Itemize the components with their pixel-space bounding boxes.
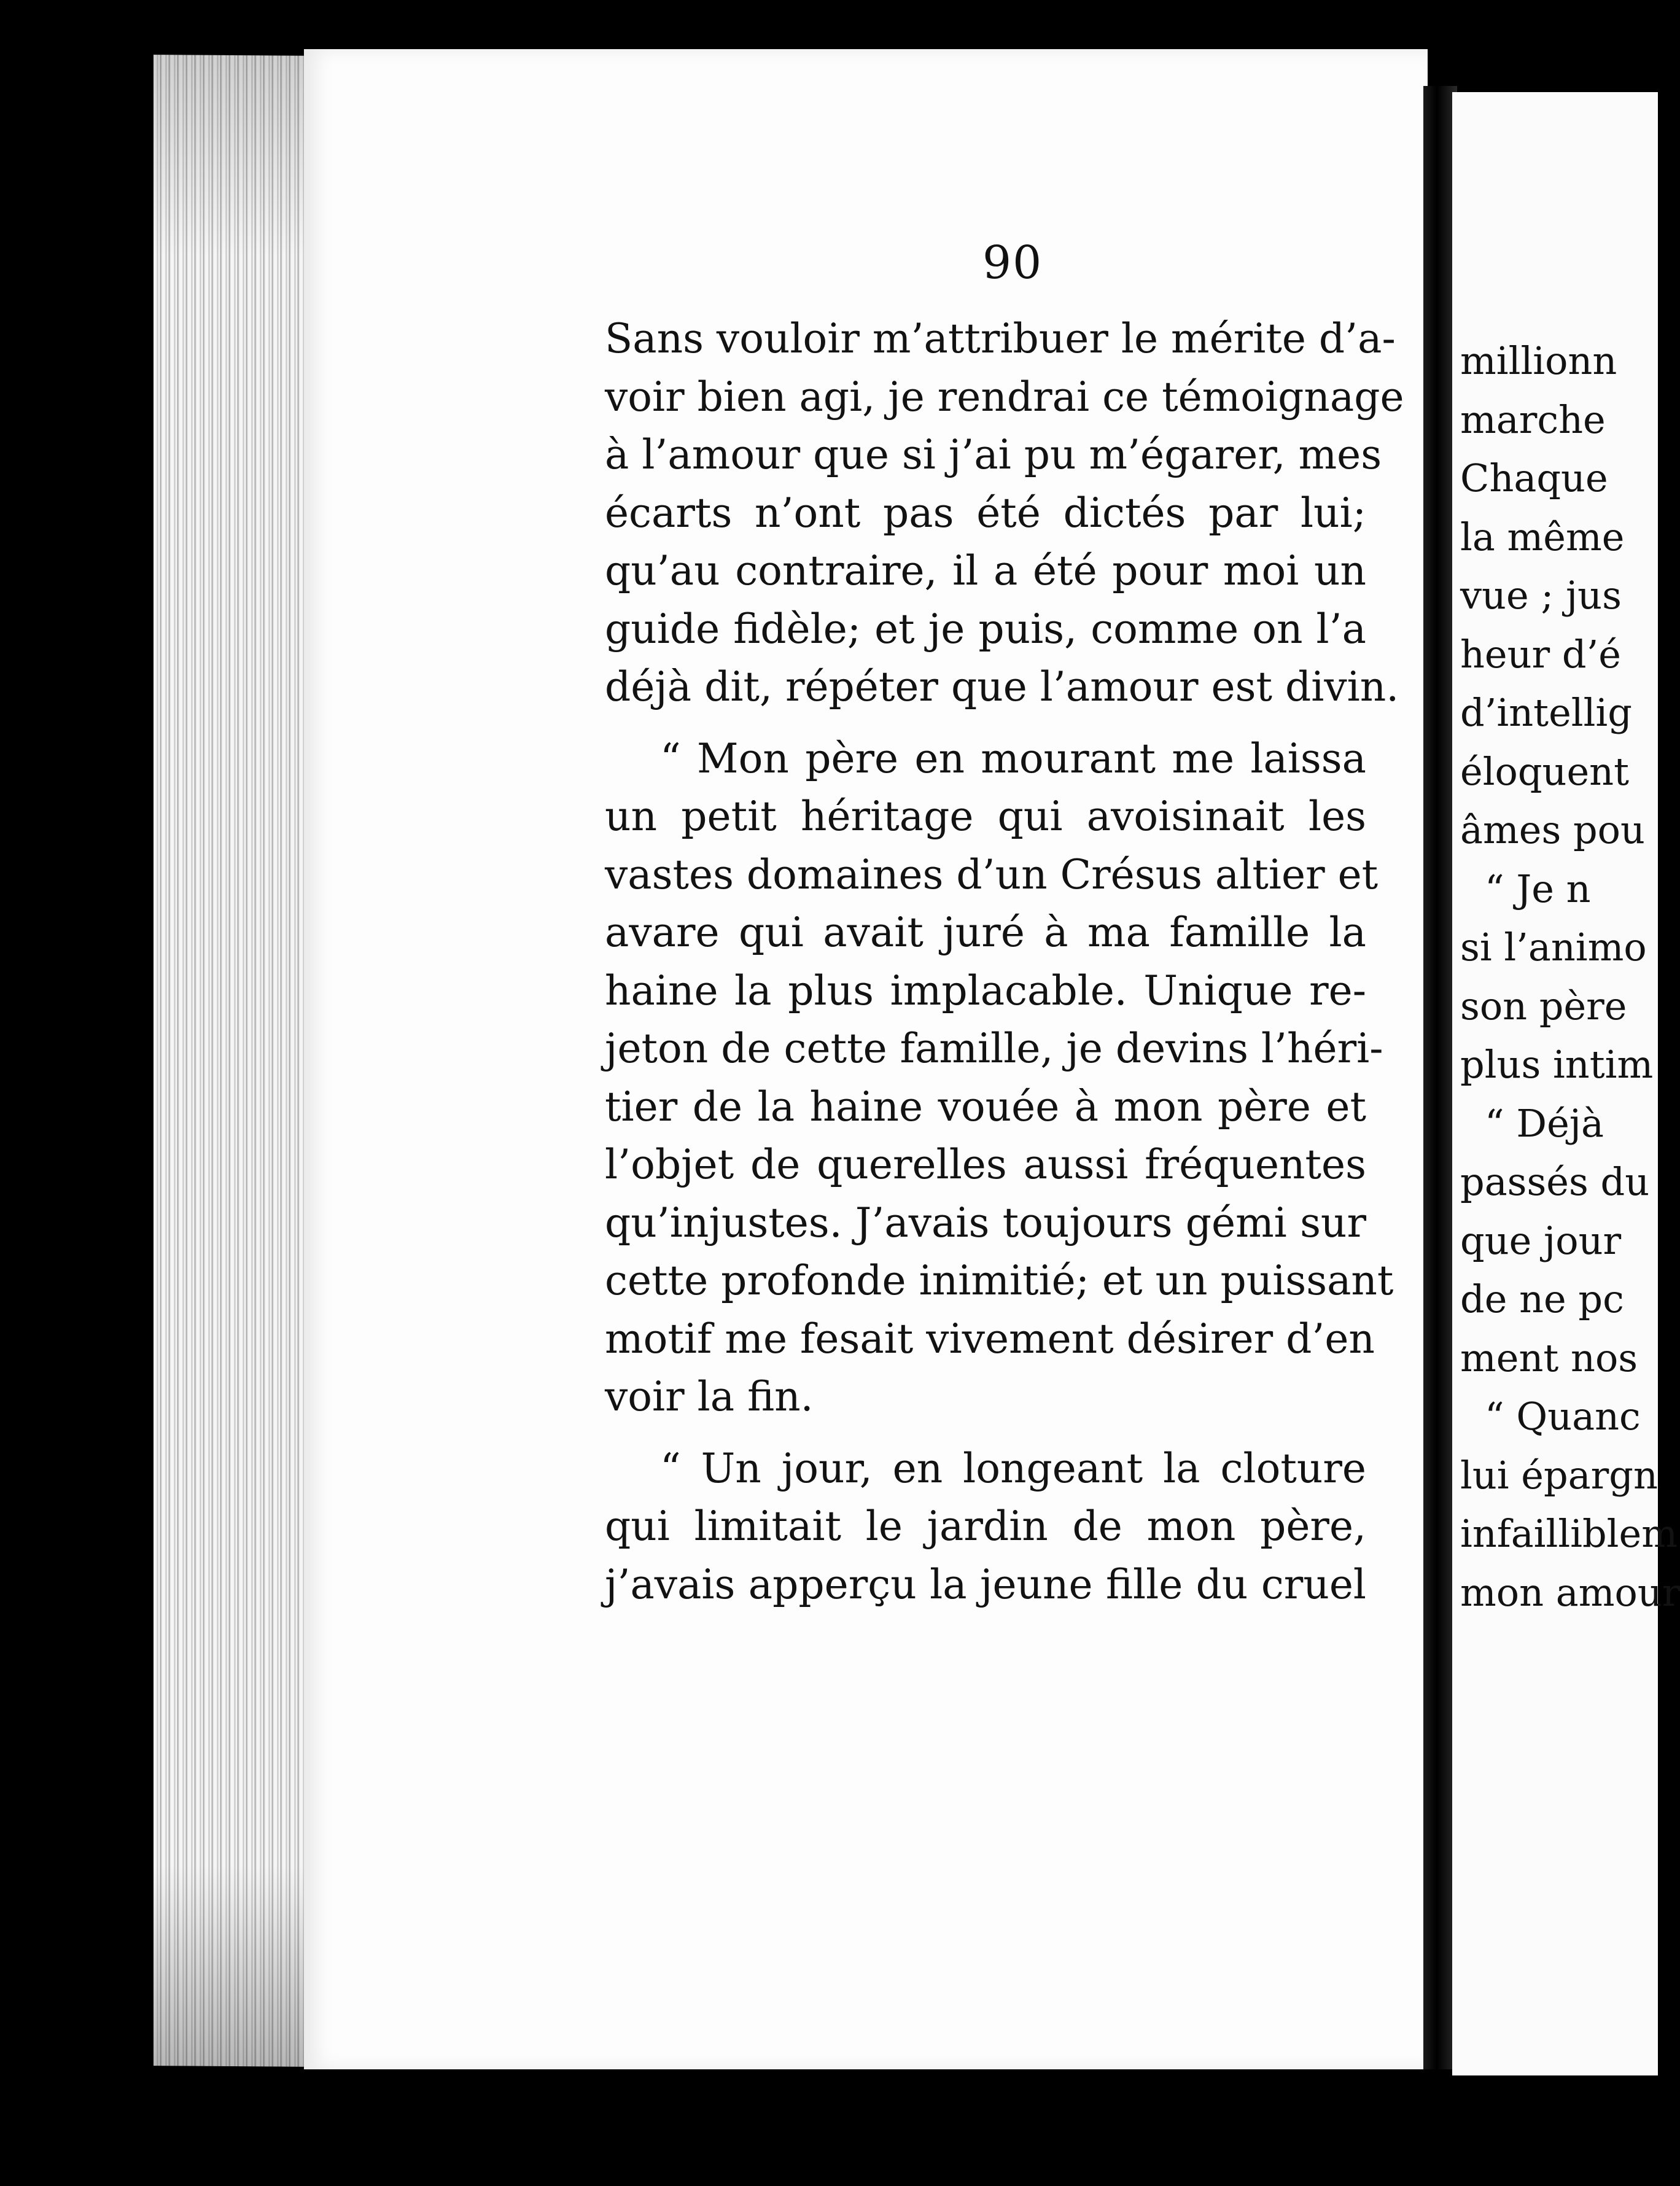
text-line: qui limitait le jardin de mon père, (605, 1503, 1366, 1550)
facing-line: si l’animo (1460, 925, 1647, 970)
text-line: “ Mon père en mourant me laissa (660, 734, 1366, 782)
page-number: 90 (982, 236, 1043, 289)
facing-line: Chaque (1460, 456, 1608, 500)
facing-line: plus intim (1460, 1042, 1654, 1087)
text-line: déjà dit, répéter que l’amour est divin. (605, 663, 1399, 710)
text-line: “ Un jour, en longeant la cloture (660, 1444, 1366, 1492)
facing-line: infailliblem (1460, 1511, 1678, 1556)
facing-line: “ Quanc (1485, 1394, 1641, 1439)
text-line: qu’injustes. J’avais toujours gémi sur (605, 1199, 1366, 1247)
paragraph-1 (605, 310, 1404, 717)
text-line: un petit héritage qui avoisinait les (605, 793, 1366, 840)
facing-line: que jour (1460, 1218, 1622, 1263)
facing-line: “ Déjà (1485, 1100, 1604, 1146)
facing-line: vue ; jus (1460, 573, 1622, 618)
text-line: l’objet de querelles aussi fréquentes (605, 1141, 1366, 1188)
facing-page-text (1460, 332, 1680, 1622)
paragraph-2 (605, 730, 1394, 1426)
facing-line: marche (1460, 397, 1606, 442)
text-line: vastes domaines d’un Crésus altier et (605, 850, 1379, 898)
text-line: j’avais apperçu la jeune fille du cruel (605, 1560, 1366, 1608)
facing-line: éloquent (1460, 749, 1630, 794)
text-line: cette profonde inimitié; et un puissant (605, 1257, 1394, 1304)
facing-line: d’intellig (1460, 690, 1632, 735)
page-edges (154, 55, 313, 2067)
facing-line: passés du (1460, 1159, 1650, 1204)
text-line: voir bien agi, je rendrai ce témoignage (605, 373, 1404, 421)
facing-line: de ne pc (1460, 1277, 1624, 1321)
text-line: guide fidèle; et je puis, comme on l’a (605, 605, 1366, 653)
main-text (605, 310, 1404, 1614)
facing-line: mon amour (1460, 1569, 1680, 1615)
text-line: avare qui avait juré à ma famille la (605, 909, 1366, 956)
facing-line: âmes pou (1460, 807, 1645, 852)
facing-line: lui épargn (1460, 1452, 1658, 1498)
facing-line: heur d’é (1460, 631, 1621, 677)
facing-line: la même (1460, 514, 1625, 559)
text-line: motif me fesait vivement désirer d’en (605, 1315, 1375, 1363)
facing-line: ment nos (1460, 1335, 1638, 1380)
facing-line: millionn (1460, 338, 1617, 383)
text-line: voir la fin. (605, 1373, 814, 1420)
text-line: jeton de cette famille, je devins l’héri- (605, 1025, 1383, 1072)
paragraph-3 (605, 1440, 1366, 1614)
text-line: qu’au contraire, il a été pour moi un (605, 547, 1366, 594)
facing-line: son père (1460, 983, 1627, 1029)
text-line: Sans vouloir m’attribuer le mérite d’a- (605, 315, 1396, 362)
text-line: à l’amour que si j’ai pu m’égarer, mes (605, 431, 1382, 478)
text-line: tier de la haine vouée à mon père et (605, 1083, 1366, 1130)
text-line: écarts n’ont pas été dictés par lui; (605, 489, 1366, 537)
text-line: haine la plus implacable. Unique re- (605, 967, 1366, 1014)
facing-line: “ Je n (1485, 866, 1591, 911)
